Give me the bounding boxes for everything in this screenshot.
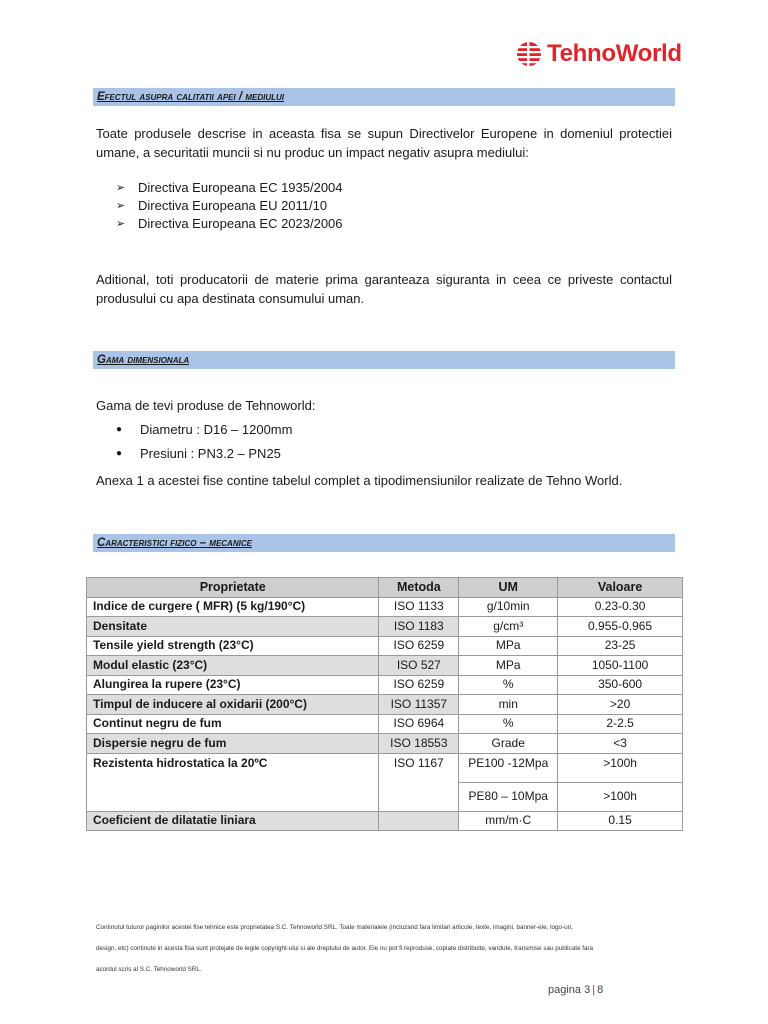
page-number: pagina 3 | 8	[548, 984, 604, 996]
column-header: UM	[459, 578, 558, 598]
dimensions-intro: Gama de tevi produse de Tehnoworld:	[96, 398, 316, 413]
table-header-row	[87, 578, 683, 598]
section-heading-environment	[93, 88, 675, 106]
arrow-bullet-icon: ➢	[116, 218, 126, 230]
list-item: ● Diametru : D16 – 1200mm	[116, 418, 292, 442]
column-header: Proprietate	[87, 578, 379, 598]
bullet-icon: ●	[116, 424, 123, 435]
column-header: Valoare	[558, 578, 683, 598]
table-row: Densitate ISO 1183 g/cm³ 0.955-0.965	[87, 617, 683, 637]
table-row: Continut negru de fum ISO 6964 % 2-2.5	[87, 714, 683, 734]
section-title: Efectul asupra calitatii apei / mediului	[97, 91, 284, 103]
table-row: Alungirea la rupere (23°C) ISO 6259 % 350-600	[87, 675, 683, 695]
list-item: ➢ Directiva Europeana EC 1935/2004	[116, 180, 343, 195]
logo-text: TehnoWorld	[547, 40, 682, 67]
section-heading-dimensions	[93, 351, 675, 369]
table-row: Rezistenta hidrostatica la 20ºC ISO 1167 PE100 -12Mpa >100h	[87, 753, 683, 782]
table-row: Coeficient de dilatatie liniara mm/m·C 0.15	[87, 811, 683, 831]
bullet-icon: ●	[116, 448, 123, 459]
section-title: Caracteristici fizico – mecanice	[97, 537, 252, 549]
table-row: PE80 – 10Mpa >100h	[87, 782, 683, 811]
arrow-bullet-icon: ➢	[116, 182, 126, 194]
properties-table	[86, 577, 683, 831]
environment-additional: Aditional, toti producatorii de materie prima garanteaza siguranta in ceea ce priveste contactul produsului cu apa destinata consumului uman.	[96, 272, 672, 306]
list-item: ➢ Directiva Europeana EC 2023/2006	[116, 216, 343, 231]
column-header: Metoda	[379, 578, 459, 598]
table-row: Modul elastic (23°C) ISO 527 MPa 1050-1100	[87, 656, 683, 676]
list-item: ● Presiuni : PN3.2 – PN25	[116, 442, 292, 466]
section-heading-properties	[93, 534, 675, 552]
globe-stripes-icon	[515, 40, 543, 68]
environment-intro: Toate produsele descrise in aceasta fisa se supun Directivelor Europene in domeniul protectiei umane, a securitatii muncii si nu produc un impact negativ asupra mediului:	[96, 126, 672, 160]
table-row: Tensile yield strength (23°C) ISO 6259 MPa 23-25	[87, 636, 683, 656]
directive-list	[116, 179, 343, 233]
table-row: Dispersie negru de fum ISO 18553 Grade <3	[87, 734, 683, 754]
arrow-bullet-icon: ➢	[116, 200, 126, 212]
annex-note: Anexa 1 a acestei fise contine tabelul complet a tipodimensiunilor realizate de Tehno World.	[96, 473, 623, 488]
table-row: Timpul de inducere al oxidarii (200°C) ISO 11357 min >20	[87, 695, 683, 715]
dimension-list	[116, 418, 292, 466]
copyright-note: Continutul tuturor paginilor acestei fise tehnice este proprietatea S.C. Tehnoworld SRL. Toate materialele (incluzand fara limitari articole, texte, imagini, banner-ele, logo-uri, design, etc) continute in acesta fisa sunt protejate de legile copyright-ului si ale dreptului de autor. Ele nu pot fi reproduse, copiate distribuite, vandute, transmise sau publicate fara acordul scris al S.C. Tehnoworld SRL.	[96, 924, 594, 973]
brand-logo	[515, 40, 682, 68]
table-row: Indice de curgere ( MFR) (5 kg/190°C) ISO 1133 g/10min 0.23-0.30	[87, 597, 683, 617]
list-item: ➢ Directiva Europeana EU 2011/10	[116, 198, 328, 213]
section-title: Gama dimensionala	[97, 354, 190, 366]
